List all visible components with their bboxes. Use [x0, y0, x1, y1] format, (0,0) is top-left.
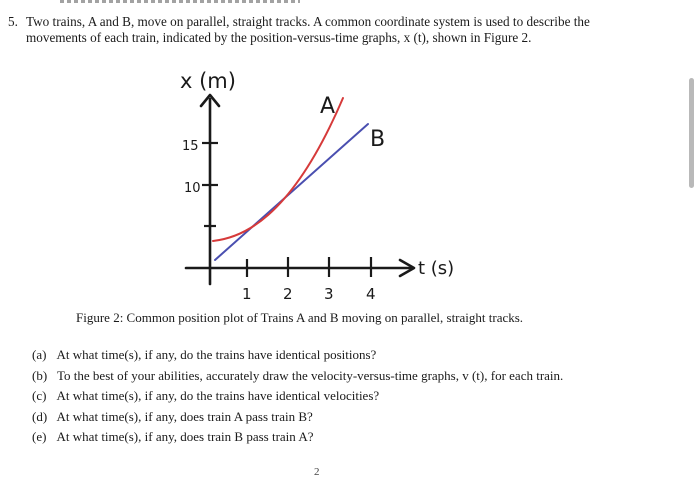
question-label: (e) [32, 429, 47, 444]
question-text: At what time(s), if any, does train B pass train A? [56, 429, 314, 444]
x-tick-label-3: 3 [324, 285, 334, 303]
problem-text-line-1: Two trains, A and B, move on parallel, straight tracks. A common coordinate system is used to describe the [26, 14, 590, 29]
question-a [32, 345, 563, 366]
x-tick-label-4: 4 [366, 285, 376, 303]
y-tick-label-10: 10 [184, 181, 201, 196]
question-text: To the best of your abilities, accurately draw the velocity-versus-time graphs, v (t), for each train. [57, 367, 564, 383]
y-tick-label-15: 15 [182, 139, 199, 154]
question-label: (b) [32, 367, 48, 383]
x-tick-label-2: 2 [283, 285, 293, 303]
figure-caption: Figure 2: Common position plot of Trains A and B moving on parallel, straight tracks. [76, 310, 524, 325]
problem-number: 5. [8, 14, 18, 29]
question-text: At what time(s), if any, do the trains have identical positions? [56, 347, 377, 362]
problem-text-line-2: movements of each train, indicated by the position-versus-time graphs, x (t), shown in Figure 2. [26, 30, 532, 45]
curve-b [215, 124, 368, 260]
y-axis-label: x (m) [180, 69, 236, 93]
question-label: (d) [32, 408, 48, 424]
curve-a-label: A [320, 94, 336, 119]
curve-b-label: B [370, 127, 386, 152]
question-d [32, 407, 563, 428]
question-label: (c) [32, 388, 47, 403]
scrollbar-thumb[interactable] [689, 78, 694, 188]
page-number: 2 [314, 466, 320, 478]
question-c [32, 386, 563, 407]
question-e [32, 427, 563, 448]
question-list [32, 345, 563, 448]
question-label: (a) [32, 347, 47, 362]
question-text: At what time(s), if any, do the trains have identical velocities? [56, 388, 380, 403]
curve-a [213, 98, 343, 241]
x-tick-label-1: 1 [242, 285, 252, 303]
question-text: At what time(s), if any, does train A pass train B? [56, 408, 313, 424]
x-axis-label: t (s) [418, 258, 455, 279]
question-b [32, 366, 563, 387]
